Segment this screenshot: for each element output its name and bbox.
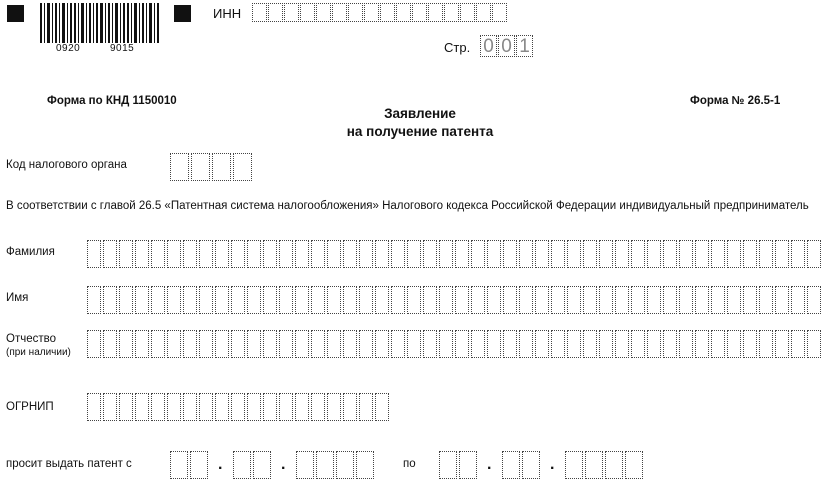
form-cell[interactable] bbox=[455, 286, 469, 314]
form-cell[interactable] bbox=[695, 286, 709, 314]
form-cell[interactable] bbox=[759, 286, 773, 314]
form-cell[interactable] bbox=[583, 286, 597, 314]
form-cell[interactable] bbox=[679, 286, 693, 314]
form-cell[interactable] bbox=[487, 330, 501, 358]
alignment-marker-left bbox=[7, 5, 24, 22]
form-cell[interactable] bbox=[423, 286, 437, 314]
form-cell[interactable] bbox=[199, 286, 213, 314]
form-cell[interactable] bbox=[663, 330, 677, 358]
inn-cell[interactable] bbox=[348, 3, 363, 22]
form-cell[interactable] bbox=[199, 330, 213, 358]
barcode bbox=[40, 3, 160, 43]
issue-to-month[interactable] bbox=[502, 451, 542, 479]
form-cell[interactable] bbox=[311, 286, 325, 314]
date-separator-dot: . bbox=[281, 456, 286, 473]
form-cell[interactable] bbox=[375, 330, 389, 358]
tax-authority-cell[interactable] bbox=[212, 153, 231, 181]
form-cell[interactable] bbox=[359, 330, 373, 358]
tax-authority-cell[interactable] bbox=[233, 153, 252, 181]
issue-from-year[interactable] bbox=[296, 451, 376, 479]
form-cell[interactable] bbox=[727, 286, 741, 314]
form-cell[interactable] bbox=[263, 393, 277, 421]
form-cell[interactable] bbox=[295, 393, 309, 421]
surname-label: Фамилия bbox=[6, 246, 55, 258]
form-cell[interactable] bbox=[663, 240, 677, 268]
form-cell[interactable] bbox=[503, 240, 517, 268]
intro-paragraph: В соответствии с главой 26.5 «Патентная система налогообложения» Налогового кодекса Российской Федерации индивидуальный предприниматель bbox=[6, 200, 809, 212]
issue-from-label: просит выдать патент с bbox=[6, 458, 132, 470]
form-cell[interactable] bbox=[343, 286, 357, 314]
form-cell[interactable] bbox=[615, 240, 629, 268]
form-cell[interactable] bbox=[327, 393, 341, 421]
document-title-line1: Заявление bbox=[384, 106, 456, 121]
form-cell[interactable] bbox=[743, 330, 757, 358]
form-cell[interactable] bbox=[647, 286, 661, 314]
inn-cell[interactable] bbox=[412, 3, 427, 22]
form-cell[interactable] bbox=[190, 451, 208, 479]
form-cell[interactable] bbox=[487, 240, 501, 268]
form-cell[interactable] bbox=[647, 240, 661, 268]
tax-authority-field[interactable] bbox=[170, 153, 254, 181]
form-cell[interactable] bbox=[599, 286, 613, 314]
form-cell[interactable] bbox=[316, 451, 334, 479]
form-cell[interactable] bbox=[679, 330, 693, 358]
inn-cell[interactable] bbox=[380, 3, 395, 22]
form-cell[interactable] bbox=[119, 286, 133, 314]
form-cell[interactable] bbox=[231, 393, 245, 421]
form-cell[interactable] bbox=[522, 451, 540, 479]
form-cell[interactable] bbox=[279, 393, 293, 421]
form-cell[interactable] bbox=[327, 330, 341, 358]
form-cell[interactable] bbox=[775, 240, 789, 268]
patronymic-label: Отчество bbox=[6, 333, 56, 345]
form-cell[interactable] bbox=[311, 393, 325, 421]
barcode-number-right: 9015 bbox=[110, 43, 135, 54]
form-cell[interactable] bbox=[87, 330, 101, 358]
form-cell[interactable] bbox=[263, 330, 277, 358]
form-cell[interactable] bbox=[807, 330, 821, 358]
tax-authority-cell[interactable] bbox=[170, 153, 189, 181]
form-cell[interactable] bbox=[167, 240, 181, 268]
form-cell[interactable] bbox=[759, 330, 773, 358]
form-cell[interactable] bbox=[487, 286, 501, 314]
form-cell[interactable] bbox=[439, 330, 453, 358]
form-cell[interactable] bbox=[743, 286, 757, 314]
form-cell[interactable] bbox=[727, 330, 741, 358]
form-cell[interactable] bbox=[631, 286, 645, 314]
form-cell[interactable] bbox=[327, 240, 341, 268]
form-cell[interactable] bbox=[599, 330, 613, 358]
form-cell[interactable] bbox=[87, 240, 101, 268]
form-cell[interactable] bbox=[615, 330, 629, 358]
issue-to-label: по bbox=[403, 458, 416, 470]
form-cell[interactable] bbox=[455, 240, 469, 268]
form-cell[interactable] bbox=[87, 286, 101, 314]
form-cell[interactable] bbox=[336, 451, 354, 479]
form-cell[interactable] bbox=[215, 286, 229, 314]
form-cell[interactable] bbox=[263, 240, 277, 268]
form-cell[interactable] bbox=[295, 286, 309, 314]
form-cell[interactable] bbox=[119, 393, 133, 421]
form-cell[interactable] bbox=[375, 240, 389, 268]
form-cell[interactable] bbox=[407, 286, 421, 314]
form-cell[interactable] bbox=[551, 286, 565, 314]
inn-cell[interactable] bbox=[300, 3, 315, 22]
form-cell[interactable] bbox=[503, 286, 517, 314]
form-cell[interactable] bbox=[605, 451, 623, 479]
form-cell[interactable] bbox=[343, 393, 357, 421]
form-cell[interactable] bbox=[423, 330, 437, 358]
page-label: Стр. bbox=[444, 40, 471, 55]
inn-cell[interactable] bbox=[284, 3, 299, 22]
date-separator-dot: . bbox=[218, 456, 223, 473]
inn-cell[interactable] bbox=[460, 3, 475, 22]
form-cell[interactable] bbox=[279, 330, 293, 358]
form-cell[interactable] bbox=[423, 240, 437, 268]
page-digit: 0 bbox=[498, 35, 515, 57]
form-cell[interactable] bbox=[253, 451, 271, 479]
form-cell[interactable] bbox=[327, 286, 341, 314]
form-cell[interactable] bbox=[359, 240, 373, 268]
form-cell[interactable] bbox=[135, 286, 149, 314]
form-cell[interactable] bbox=[231, 240, 245, 268]
patronymic-field[interactable] bbox=[87, 330, 823, 358]
alignment-marker-right bbox=[174, 5, 191, 22]
form-cell[interactable] bbox=[183, 286, 197, 314]
form-cell[interactable] bbox=[459, 451, 477, 479]
form-cell[interactable] bbox=[551, 330, 565, 358]
form-cell[interactable] bbox=[471, 330, 485, 358]
date-separator-dot: . bbox=[550, 456, 555, 473]
form-cell[interactable] bbox=[759, 240, 773, 268]
issue-to-year[interactable] bbox=[565, 451, 645, 479]
form-cell[interactable] bbox=[391, 286, 405, 314]
inn-label: ИНН bbox=[213, 6, 242, 21]
form-cell[interactable] bbox=[231, 330, 245, 358]
inn-cell[interactable] bbox=[476, 3, 491, 22]
form-cell[interactable] bbox=[807, 240, 821, 268]
inn-cell[interactable] bbox=[252, 3, 267, 22]
surname-field[interactable] bbox=[87, 240, 823, 268]
form-cell[interactable] bbox=[625, 451, 643, 479]
form-cell[interactable] bbox=[343, 330, 357, 358]
form-cell[interactable] bbox=[359, 286, 373, 314]
form-cell[interactable] bbox=[103, 330, 117, 358]
inn-cell[interactable] bbox=[444, 3, 459, 22]
form-cell[interactable] bbox=[775, 286, 789, 314]
form-cell[interactable] bbox=[695, 330, 709, 358]
form-cell[interactable] bbox=[151, 330, 165, 358]
form-cell[interactable] bbox=[279, 286, 293, 314]
page-digit: 1 bbox=[516, 35, 533, 57]
form-cell[interactable] bbox=[231, 286, 245, 314]
form-cell[interactable] bbox=[151, 393, 165, 421]
form-cell[interactable] bbox=[375, 286, 389, 314]
form-cell[interactable] bbox=[519, 240, 533, 268]
form-cell[interactable] bbox=[135, 240, 149, 268]
form-cell[interactable] bbox=[743, 240, 757, 268]
form-cell[interactable] bbox=[503, 330, 517, 358]
form-cell[interactable] bbox=[295, 330, 309, 358]
form-cell[interactable] bbox=[439, 240, 453, 268]
form-cell[interactable] bbox=[247, 330, 261, 358]
form-cell[interactable] bbox=[535, 240, 549, 268]
form-knd-code: Форма по КНД 1150010 bbox=[47, 95, 177, 107]
form-cell[interactable] bbox=[233, 451, 251, 479]
form-cell[interactable] bbox=[183, 393, 197, 421]
form-cell[interactable] bbox=[263, 286, 277, 314]
form-cell[interactable] bbox=[119, 330, 133, 358]
form-cell[interactable] bbox=[391, 240, 405, 268]
form-cell[interactable] bbox=[791, 240, 805, 268]
form-cell[interactable] bbox=[807, 286, 821, 314]
page-number-field bbox=[480, 35, 534, 57]
form-cell[interactable] bbox=[407, 330, 421, 358]
form-cell[interactable] bbox=[567, 240, 581, 268]
form-cell[interactable] bbox=[279, 240, 293, 268]
form-cell[interactable] bbox=[439, 451, 457, 479]
name-field[interactable] bbox=[87, 286, 823, 314]
form-cell[interactable] bbox=[663, 286, 677, 314]
inn-cell[interactable] bbox=[268, 3, 283, 22]
date-separator-dot: . bbox=[487, 456, 492, 473]
form-cell[interactable] bbox=[119, 240, 133, 268]
form-cell[interactable] bbox=[167, 330, 181, 358]
form-cell[interactable] bbox=[519, 286, 533, 314]
form-cell[interactable] bbox=[647, 330, 661, 358]
form-cell[interactable] bbox=[199, 393, 213, 421]
form-cell[interactable] bbox=[791, 330, 805, 358]
inn-field[interactable] bbox=[252, 3, 508, 22]
form-cell[interactable] bbox=[356, 451, 374, 479]
form-cell[interactable] bbox=[711, 240, 725, 268]
document-title-line2: на получение патента bbox=[346, 124, 494, 139]
inn-cell[interactable] bbox=[492, 3, 507, 22]
form-cell[interactable] bbox=[567, 330, 581, 358]
form-cell[interactable] bbox=[535, 330, 549, 358]
barcode-number-left: 0920 bbox=[56, 43, 81, 54]
form-cell[interactable] bbox=[695, 240, 709, 268]
ogrnip-field[interactable] bbox=[87, 393, 391, 421]
patronymic-note: (при наличии) bbox=[6, 347, 71, 358]
issue-from-day[interactable] bbox=[170, 451, 210, 479]
form-cell[interactable] bbox=[471, 240, 485, 268]
issue-to-day[interactable] bbox=[439, 451, 479, 479]
form-cell[interactable] bbox=[170, 451, 188, 479]
form-cell[interactable] bbox=[583, 240, 597, 268]
tax-authority-cell[interactable] bbox=[191, 153, 210, 181]
name-label: Имя bbox=[6, 292, 29, 304]
form-cell[interactable] bbox=[167, 286, 181, 314]
form-cell[interactable] bbox=[103, 240, 117, 268]
form-cell[interactable] bbox=[151, 240, 165, 268]
form-cell[interactable] bbox=[311, 240, 325, 268]
inn-cell[interactable] bbox=[332, 3, 347, 22]
form-cell[interactable] bbox=[583, 330, 597, 358]
form-cell[interactable] bbox=[167, 393, 181, 421]
form-cell[interactable] bbox=[567, 286, 581, 314]
form-cell[interactable] bbox=[711, 286, 725, 314]
inn-cell[interactable] bbox=[364, 3, 379, 22]
form-cell[interactable] bbox=[711, 330, 725, 358]
form-cell[interactable] bbox=[247, 240, 261, 268]
form-cell[interactable] bbox=[502, 451, 520, 479]
tax-authority-label: Код налогового органа bbox=[6, 159, 127, 171]
form-cell[interactable] bbox=[296, 451, 314, 479]
form-cell[interactable] bbox=[679, 240, 693, 268]
form-cell[interactable] bbox=[585, 451, 603, 479]
form-cell[interactable] bbox=[375, 393, 389, 421]
form-cell[interactable] bbox=[247, 393, 261, 421]
form-cell[interactable] bbox=[615, 286, 629, 314]
inn-cell[interactable] bbox=[428, 3, 443, 22]
issue-from-month[interactable] bbox=[233, 451, 273, 479]
form-cell[interactable] bbox=[87, 393, 101, 421]
form-cell[interactable] bbox=[295, 240, 309, 268]
form-cell[interactable] bbox=[135, 393, 149, 421]
form-cell[interactable] bbox=[727, 240, 741, 268]
form-cell[interactable] bbox=[391, 330, 405, 358]
ogrnip-label: ОГРНИП bbox=[6, 401, 54, 413]
form-cell[interactable] bbox=[359, 393, 373, 421]
form-cell[interactable] bbox=[455, 330, 469, 358]
form-cell[interactable] bbox=[215, 240, 229, 268]
form-cell[interactable] bbox=[215, 330, 229, 358]
inn-cell[interactable] bbox=[316, 3, 331, 22]
form-cell[interactable] bbox=[135, 330, 149, 358]
inn-cell[interactable] bbox=[396, 3, 411, 22]
form-cell[interactable] bbox=[535, 286, 549, 314]
form-cell[interactable] bbox=[631, 330, 645, 358]
form-cell[interactable] bbox=[471, 286, 485, 314]
form-cell[interactable] bbox=[631, 240, 645, 268]
form-cell[interactable] bbox=[407, 240, 421, 268]
form-cell[interactable] bbox=[599, 240, 613, 268]
form-cell[interactable] bbox=[183, 240, 197, 268]
form-cell[interactable] bbox=[565, 451, 583, 479]
form-number: Форма № 26.5-1 bbox=[690, 95, 781, 107]
form-cell[interactable] bbox=[103, 286, 117, 314]
form-cell[interactable] bbox=[183, 330, 197, 358]
form-cell[interactable] bbox=[103, 393, 117, 421]
form-cell[interactable] bbox=[151, 286, 165, 314]
form-cell[interactable] bbox=[551, 240, 565, 268]
form-cell[interactable] bbox=[791, 286, 805, 314]
page-digit: 0 bbox=[480, 35, 497, 57]
form-cell[interactable] bbox=[439, 286, 453, 314]
form-cell[interactable] bbox=[247, 286, 261, 314]
form-cell[interactable] bbox=[775, 330, 789, 358]
form-cell[interactable] bbox=[199, 240, 213, 268]
form-cell[interactable] bbox=[311, 330, 325, 358]
form-cell[interactable] bbox=[343, 240, 357, 268]
form-cell[interactable] bbox=[519, 330, 533, 358]
form-cell[interactable] bbox=[215, 393, 229, 421]
